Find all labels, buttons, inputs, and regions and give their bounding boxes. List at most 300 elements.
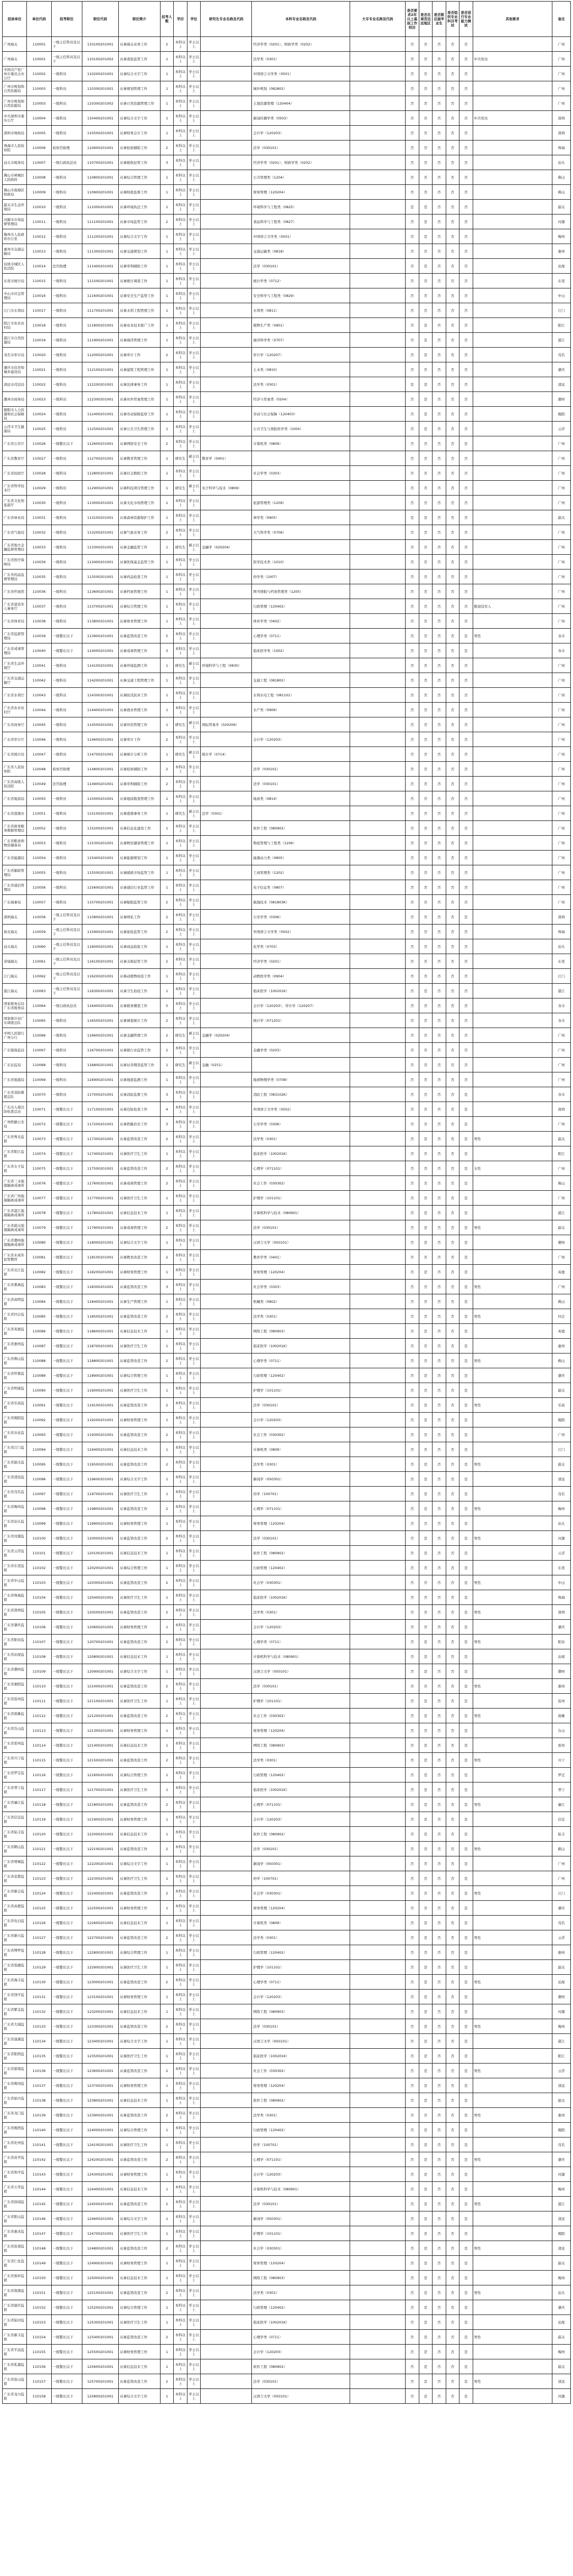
table-cell: 是: [419, 1220, 432, 1235]
table-cell: 否: [433, 96, 446, 111]
table-cell: 118300201001: [82, 1280, 118, 1294]
table-cell: 广东省湛江强制隔离戒毒所: [3, 1206, 27, 1220]
table-cell: 110095: [27, 1457, 51, 1472]
table-cell: 2: [160, 1132, 173, 1146]
table-cell: 云浮: [552, 422, 571, 436]
table-cell: 学士以上: [187, 1975, 200, 1990]
table-cell: 从事教育管理工作: [119, 451, 161, 466]
table-row: [3, 2330, 571, 2345]
table-cell: [350, 1797, 405, 1812]
table-cell: 从事财务管理工作: [119, 2345, 161, 2359]
table-cell: 110081: [27, 1250, 51, 1265]
table-cell: 否: [446, 1945, 459, 1960]
table-cell: 广东省地震局: [3, 1072, 27, 1087]
table-cell: 一级警长以下: [51, 2064, 82, 2078]
table-cell: [473, 496, 552, 510]
table-cell: [473, 1339, 552, 1354]
table-cell: 广东省汕头监狱: [3, 1516, 27, 1531]
table-cell: 广东省蕉岭监狱: [3, 2271, 27, 2285]
table-cell: [473, 1250, 552, 1265]
table-cell: 从事信息技术工作: [119, 1827, 161, 1842]
table-cell: 茂名市审计局: [3, 348, 27, 362]
table-cell: 否: [433, 777, 446, 791]
table-cell: [473, 1265, 552, 1280]
table-cell: 否: [459, 377, 473, 392]
table-cell: 否: [446, 496, 459, 510]
table-cell: 是: [419, 377, 432, 392]
table-cell: 本科以上: [174, 1117, 187, 1132]
table-cell: 广东省江门监狱: [3, 1442, 27, 1457]
table-cell: 否: [433, 377, 446, 392]
table-cell: 否: [419, 126, 432, 141]
table-cell: 否: [419, 599, 432, 614]
table-cell: 公共卫生与预防医学类（1004）: [252, 422, 350, 436]
table-cell: 2: [160, 1176, 173, 1191]
table-cell: 行政管理（120402）: [252, 2123, 350, 2138]
table-cell: 学士以上: [187, 925, 200, 939]
table-cell: 否: [459, 37, 473, 52]
table-cell: 韶关: [552, 1960, 571, 1975]
table-cell: 2: [160, 925, 173, 939]
table-cell: 116400201001: [82, 998, 118, 1013]
table-cell: 是: [419, 1324, 432, 1339]
table-cell: 1: [160, 570, 173, 584]
table-row: [3, 925, 571, 939]
table-cell: 113700201001: [82, 599, 118, 614]
table-cell: 否: [406, 1516, 419, 1531]
table-cell: [473, 525, 552, 540]
table-cell: [473, 436, 552, 451]
table-cell: 一级科员: [51, 318, 82, 333]
table-cell: 119400201001: [82, 1442, 118, 1457]
table-cell: 珠海: [552, 925, 571, 939]
table-cell: 否: [406, 570, 419, 584]
table-cell: 水产类（0906）: [252, 703, 350, 717]
table-cell: 否: [419, 81, 432, 96]
table-cell: 1: [160, 1442, 173, 1457]
table-cell: 一级警长以下: [51, 1738, 82, 1753]
table-cell: 否: [406, 1309, 419, 1324]
table-row: [3, 791, 571, 806]
table-cell: 城乡规划（082802）: [252, 81, 350, 96]
table-cell: 是: [459, 1294, 473, 1309]
table-cell: [350, 1501, 405, 1516]
table-cell: [473, 555, 552, 570]
table-cell: 110149: [27, 2256, 51, 2271]
table-cell: 否: [459, 170, 473, 185]
table-cell: 一级科员: [51, 880, 82, 895]
table-cell: 2: [160, 762, 173, 777]
table-cell: [201, 1132, 252, 1146]
table-cell: 110033: [27, 540, 51, 555]
table-cell: 男性: [473, 1220, 552, 1235]
table-cell: 珠海: [552, 1590, 571, 1605]
table-cell: 否: [459, 288, 473, 303]
table-row: [3, 111, 571, 126]
table-cell: 否: [446, 141, 459, 155]
table-cell: 否: [433, 614, 446, 629]
table-cell: [473, 67, 552, 81]
table-cell: 从事监管改造工作: [119, 2197, 161, 2211]
table-cell: 学士以上: [187, 303, 200, 318]
table-cell: 否: [446, 1072, 459, 1087]
table-row: [3, 1827, 571, 1842]
table-cell: 广东省档案馆: [3, 584, 27, 599]
table-cell: 否: [419, 1442, 432, 1457]
table-cell: 从事综合管理工作: [119, 2300, 161, 2315]
table-cell: 一级科员: [51, 67, 82, 81]
table-cell: 110023: [27, 392, 51, 407]
table-cell: 教育学类（0401）: [252, 1250, 350, 1265]
table-cell: 否: [459, 880, 473, 895]
table-cell: [473, 126, 552, 141]
table-cell: 110101: [27, 1546, 51, 1561]
table-cell: 2: [160, 1709, 173, 1723]
table-cell: 1: [160, 244, 173, 259]
table-cell: [252, 540, 350, 555]
table-cell: 110020: [27, 348, 51, 362]
table-cell: 本科以上: [174, 2345, 187, 2359]
table-cell: 从事综合文字工作: [119, 2034, 161, 2049]
table-cell: 否: [446, 1309, 459, 1324]
table-row: [3, 614, 571, 629]
table-cell: [473, 1058, 552, 1072]
table-cell: 1: [160, 1812, 173, 1827]
table-cell: 1: [160, 939, 173, 954]
table-cell: 从事信息技术工作: [119, 2004, 161, 2019]
table-cell: 国家统计局广东调查总队: [3, 1013, 27, 1028]
table-cell: [473, 1206, 552, 1220]
table-cell: [473, 274, 552, 288]
table-cell: 是: [459, 1901, 473, 1916]
table-cell: 否: [446, 525, 459, 540]
table-cell: 1: [160, 1960, 173, 1975]
table-cell: 广州: [552, 52, 571, 67]
table-cell: 否: [406, 1827, 419, 1842]
table-cell: 否: [406, 422, 419, 436]
table-cell: 一级科员: [51, 377, 82, 392]
table-cell: 法学类（0301）: [252, 1605, 350, 1620]
table-cell: 1: [160, 1265, 173, 1280]
table-cell: 法学（030101）: [252, 2019, 350, 2034]
table-cell: 否: [459, 67, 473, 81]
table-cell: 否: [406, 111, 419, 126]
table-row: [3, 1309, 571, 1324]
table-cell: 茂名: [552, 348, 571, 362]
table-cell: 研究生: [174, 540, 187, 555]
table-cell: 113900201001: [82, 629, 118, 643]
table-cell: [350, 2359, 405, 2374]
table-cell: 1: [160, 851, 173, 865]
table-cell: 是: [459, 1635, 473, 1649]
table-cell: 否: [459, 348, 473, 362]
table-cell: 广州: [552, 1161, 571, 1176]
table-cell: 本科以上: [174, 791, 187, 806]
table-cell: [350, 2211, 405, 2226]
table-cell: 一级主任科员及以下: [51, 37, 82, 52]
table-cell: 是: [459, 2064, 473, 2078]
table-cell: 一级警长以下: [51, 1280, 82, 1294]
table-cell: 本科以上: [174, 2374, 187, 2389]
table-row: [3, 806, 571, 821]
table-cell: 外国语言文学类（0502）: [252, 925, 350, 939]
table-cell: [350, 599, 405, 614]
table-cell: 否: [433, 141, 446, 155]
table-cell: 从事检察辅助工作: [119, 762, 161, 777]
table-cell: 3: [160, 155, 173, 170]
table-cell: 土地资源管理（120404）: [252, 96, 350, 111]
table-cell: 否: [406, 37, 419, 52]
table-cell: 财务管理（120204）: [252, 2078, 350, 2093]
table-cell: 广东省德庆监狱: [3, 2300, 27, 2315]
table-cell: 一级警长以下: [51, 1620, 82, 1635]
table-cell: 是: [459, 1161, 473, 1176]
table-row: [3, 821, 571, 836]
table-cell: 否: [406, 259, 419, 274]
table-cell: 否: [433, 1975, 446, 1990]
table-cell: 110132: [27, 2004, 51, 2019]
table-cell: 广州: [552, 895, 571, 910]
table-cell: 广东省交通运输厅: [3, 673, 27, 688]
table-cell: 否: [446, 806, 459, 821]
table-cell: 本科以上: [174, 836, 187, 851]
table-cell: 一级警长以下: [51, 1768, 82, 1782]
table-cell: 从事信息技术工作: [119, 2359, 161, 2374]
table-row: [3, 1768, 571, 1782]
table-cell: 韶关: [552, 510, 571, 525]
table-cell: 鹤山: [552, 1842, 571, 1856]
table-cell: 是: [419, 200, 432, 214]
table-cell: 汕头海关: [3, 939, 27, 954]
table-cell: 1: [160, 1664, 173, 1679]
table-cell: 韶关: [552, 2330, 571, 2345]
table-cell: 118700201001: [82, 1339, 118, 1354]
table-cell: [473, 81, 552, 96]
table-cell: 110103: [27, 1575, 51, 1590]
table-cell: 否: [446, 466, 459, 481]
table-cell: 国际贸易学（020206）: [201, 717, 252, 732]
table-row: [3, 865, 571, 880]
table-cell: 1: [160, 2389, 173, 2404]
table-cell: 否: [433, 1058, 446, 1072]
table-row: [3, 1427, 571, 1442]
table-cell: 是: [419, 1635, 432, 1649]
table-cell: 本科以上: [174, 1161, 187, 1176]
table-cell: [473, 2167, 552, 2182]
table-cell: 是: [459, 2004, 473, 2019]
table-cell: 121700201001: [82, 1782, 118, 1797]
table-cell: 广东省商务厅: [3, 717, 27, 732]
table-cell: 学士以上: [187, 1664, 200, 1679]
table-cell: 是: [419, 1738, 432, 1753]
table-cell: 123500201001: [82, 2049, 118, 2064]
table-cell: 否: [446, 732, 459, 747]
table-cell: 从事监管改造工作: [119, 2330, 161, 2345]
table-cell: 否: [433, 2034, 446, 2049]
table-cell: 本科以上: [174, 170, 187, 185]
table-cell: 广东省龙门监狱: [3, 2108, 27, 2123]
table-cell: 否: [406, 1990, 419, 2004]
table-cell: 否: [406, 81, 419, 96]
table-cell: 广东省新兴监狱: [3, 1930, 27, 1945]
table-cell: 118900201001: [82, 1368, 118, 1383]
table-cell: 否: [419, 1575, 432, 1590]
table-row: [3, 2374, 571, 2389]
table-cell: 否: [459, 525, 473, 540]
table-cell: 110155: [27, 2345, 51, 2359]
table-cell: 从事文化市场管理工作: [119, 496, 161, 510]
table-cell: [473, 1561, 552, 1575]
table-cell: 否: [433, 2389, 446, 2404]
table-cell: 本科以上: [174, 1265, 187, 1280]
table-row: [3, 1280, 571, 1294]
table-cell: 法学（030101）: [252, 2374, 350, 2389]
table-cell: 否: [433, 2152, 446, 2167]
table-cell: 学士以上: [187, 2197, 200, 2211]
table-cell: 硕士以上: [187, 1058, 200, 1072]
table-row: [3, 392, 571, 407]
table-cell: 男性: [473, 2374, 552, 2389]
table-cell: 学士以上: [187, 111, 200, 126]
table-cell: 110025: [27, 422, 51, 436]
table-cell: [201, 910, 252, 925]
table-cell: [473, 37, 552, 52]
table-cell: [201, 1013, 252, 1028]
table-cell: 否: [419, 1043, 432, 1058]
table-cell: 一级警长以下: [51, 1487, 82, 1501]
table-cell: 1: [160, 1206, 173, 1220]
table-cell: 否: [446, 2271, 459, 2285]
table-cell: 否: [446, 1087, 459, 1102]
table-cell: 汕尾: [552, 1649, 571, 1664]
table-cell: 惠州: [552, 2108, 571, 2123]
table-cell: 否: [433, 2271, 446, 2285]
table-cell: [473, 2389, 552, 2404]
table-cell: 110062: [27, 969, 51, 984]
table-cell: 是: [459, 1087, 473, 1102]
table-cell: 男性: [473, 1531, 552, 1546]
table-cell: 化学类（0703）: [252, 939, 350, 954]
table-cell: 110048: [27, 762, 51, 777]
table-cell: 学士以上: [187, 1280, 200, 1294]
table-cell: 110136: [27, 2064, 51, 2078]
table-cell: 从事医疗卫生工作: [119, 1339, 161, 1354]
table-cell: 否: [419, 1309, 432, 1324]
table-cell: [473, 703, 552, 717]
table-cell: 一级警长以下: [51, 2359, 82, 2374]
table-cell: 学士以上: [187, 688, 200, 703]
table-cell: 是: [459, 2108, 473, 2123]
table-cell: [473, 1324, 552, 1339]
table-row: [3, 2004, 571, 2019]
table-cell: 从事科技项目管理工作: [119, 481, 161, 496]
table-cell: 一级警长以下: [51, 1664, 82, 1679]
table-cell: 广州: [552, 658, 571, 673]
table-cell: 否: [446, 643, 459, 658]
table-cell: 学士以上: [187, 732, 200, 747]
table-cell: [350, 392, 405, 407]
table-cell: 揭阳: [552, 2226, 571, 2241]
table-cell: [473, 200, 552, 214]
table-row: [3, 407, 571, 422]
table-cell: 硕士以上: [187, 747, 200, 762]
table-cell: 学士以上: [187, 984, 200, 998]
table-cell: 120000201001: [82, 1531, 118, 1546]
table-cell: [201, 1561, 252, 1575]
table-cell: 否: [419, 185, 432, 200]
table-cell: 本科以上: [174, 1990, 187, 2004]
table-cell: 否: [433, 392, 446, 407]
table-cell: 123300201001: [82, 2019, 118, 2034]
table-cell: 2: [160, 37, 173, 52]
table-cell: 否: [419, 1679, 432, 1694]
table-cell: 否: [433, 362, 446, 377]
table-cell: 否: [419, 1620, 432, 1635]
table-cell: 否: [433, 1102, 446, 1117]
table-cell: 1: [160, 1368, 173, 1383]
table-row: [3, 1620, 571, 1635]
table-cell: 否: [433, 1886, 446, 1901]
table-cell: 否: [406, 910, 419, 925]
table-cell: 110027: [27, 451, 51, 466]
table-cell: 否: [406, 170, 419, 185]
table-cell: 本科以上: [174, 1368, 187, 1383]
table-cell: [350, 2256, 405, 2271]
table-cell: [201, 2138, 252, 2152]
table-cell: [201, 1206, 252, 1220]
table-cell: [201, 954, 252, 969]
table-cell: 否: [433, 1043, 446, 1058]
table-cell: [473, 939, 552, 954]
table-cell: [473, 1620, 552, 1635]
table-cell: 财务管理（120204）: [252, 1901, 350, 1916]
table-cell: [350, 2226, 405, 2241]
table-cell: [201, 126, 252, 141]
table-cell: 否: [433, 2049, 446, 2064]
table-cell: 广州: [552, 821, 571, 836]
table-cell: 从事监管改造工作: [119, 2374, 161, 2389]
table-cell: 否: [406, 1043, 419, 1058]
table-cell: 汕头: [552, 1516, 571, 1531]
table-cell: 否: [419, 836, 432, 851]
table-cell: [201, 2167, 252, 2182]
table-cell: 学士以上: [187, 777, 200, 791]
table-cell: [201, 318, 252, 333]
table-cell: 环境科学与工程（0830）: [201, 658, 252, 673]
table-cell: 广东省科学技术厅: [3, 481, 27, 496]
table-cell: 否: [433, 1842, 446, 1856]
table-cell: [350, 1590, 405, 1605]
table-cell: 金融（0251）: [201, 1058, 252, 1072]
table-cell: 珠海: [552, 141, 571, 155]
table-cell: 药学类（1007）: [252, 570, 350, 584]
table-cell: 否: [446, 2078, 459, 2093]
table-cell: 学士以上: [187, 67, 200, 81]
table-cell: 网络工程（080903）: [252, 2004, 350, 2019]
table-cell: 男性: [473, 1457, 552, 1472]
table-cell: 能源动力类（0805）: [252, 851, 350, 865]
table-cell: 否: [419, 1605, 432, 1620]
table-cell: [473, 2078, 552, 2093]
table-cell: 广州: [552, 570, 571, 584]
table-cell: 广州: [552, 1058, 571, 1072]
table-cell: 5: [160, 998, 173, 1013]
table-cell: 法学（030101）: [252, 1531, 350, 1546]
table-cell: 否: [406, 274, 419, 288]
table-cell: 从事综合文字工作: [119, 67, 161, 81]
table-cell: 是: [419, 1265, 432, 1280]
table-cell: 本科以上: [174, 1132, 187, 1146]
